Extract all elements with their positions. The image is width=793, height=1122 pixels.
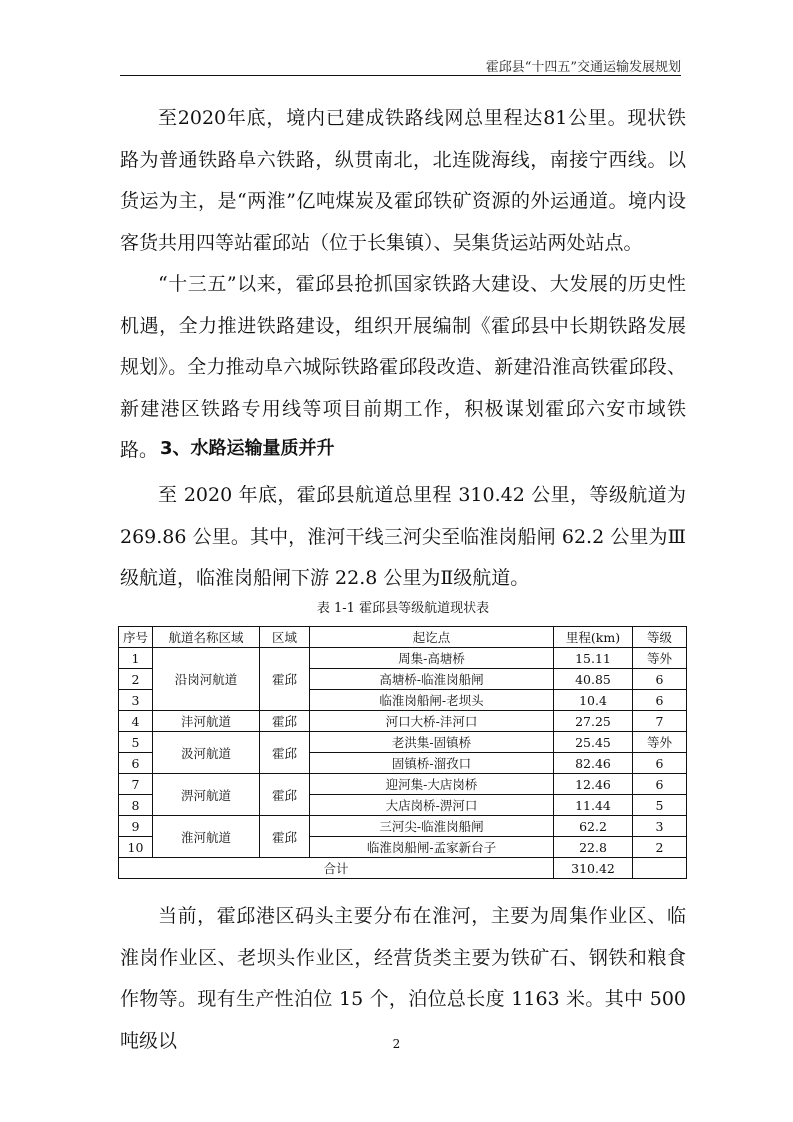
running-header: 霍邱县“十四五”交通运输发展规划: [485, 60, 681, 75]
cell-length: 62.2: [554, 816, 633, 837]
paragraph-text: 至 2020 年底，霍邱县航道总里程 310.42 公里，等级航道为 269.86 公里。其中，淮河干线三河尖至临淮岗船闸 62.2 公里为Ⅲ级航道，临淮岗船闸下游 22.8 公里为Ⅱ级航道。: [120, 484, 686, 589]
cell-channel: 沿岗河航道: [153, 648, 260, 711]
cell-channel: 汲河航道: [153, 732, 260, 774]
table-row: [119, 774, 687, 795]
page-number: 2: [392, 1037, 401, 1051]
cell-length: 11.44: [554, 795, 633, 816]
table-row: [119, 711, 687, 732]
cell-no: 7: [119, 774, 153, 795]
cell-channel: 沣河航道: [153, 711, 260, 732]
cell-length: 27.25: [554, 711, 633, 732]
cell-no: 5: [119, 732, 153, 753]
cell-no: 4: [119, 711, 153, 732]
cell-length: 40.85: [554, 669, 633, 690]
cell-channel: 淠河航道: [153, 774, 260, 816]
cell-grade: 2: [633, 837, 687, 858]
cell-segment: 河口大桥-沣河口: [310, 711, 554, 732]
cell-region: 霍邱: [260, 774, 310, 816]
cell-grade: 等外: [633, 648, 687, 669]
cell-length: 12.46: [554, 774, 633, 795]
cell-region: 霍邱: [260, 732, 310, 774]
cell-segment: 迎河集-大店岗桥: [310, 774, 554, 795]
cell-no: 10: [119, 837, 153, 858]
header-grade: 等级: [633, 627, 687, 648]
cell-no: 9: [119, 816, 153, 837]
table-row: [119, 816, 687, 837]
paragraph-text: “十三五”以来，霍邱县抢抓国家铁路大建设、大发展的历史性机遇，全力推进铁路建设，组织开展编制《霍邱县中长期铁路发展规划》。全力推动阜六城际铁路霍邱段改造、新建沿淮高铁霍邱段、新建港区铁路专用线等项目前期工作，积极谋划霍邱六安市域铁路。: [120, 273, 686, 461]
cell-segment: 老洪集-固镇桥: [310, 732, 554, 753]
cell-segment: 周集-高塘桥: [310, 648, 554, 669]
cell-grade: 7: [633, 711, 687, 732]
cell-grade: 6: [633, 669, 687, 690]
cell-grade: 6: [633, 774, 687, 795]
cell-total-grade: [633, 858, 687, 879]
cell-total-length: 310.42: [554, 858, 633, 879]
paragraph-waterway-status: [120, 475, 686, 600]
paragraph-railway-status: [120, 98, 686, 264]
cell-length: 15.11: [554, 648, 633, 669]
header-divider: [120, 75, 681, 76]
header-segment: 起讫点: [310, 627, 554, 648]
cell-segment: 三河尖-临淮岗船闸: [310, 816, 554, 837]
cell-segment: 高塘桥-临淮岗船闸: [310, 669, 554, 690]
header-region: 区域: [260, 627, 310, 648]
table-row: [119, 648, 687, 669]
section-heading: 3、水路运输量质并升: [160, 438, 335, 459]
header-no: 序号: [119, 627, 153, 648]
cell-grade: 6: [633, 753, 687, 774]
table-header-row: [119, 627, 687, 648]
table-caption: 表 1-1 霍邱县等级航道现状表: [316, 601, 490, 616]
cell-segment: 临淮岗船闸-老坝头: [310, 690, 554, 711]
header-channel: 航道名称区域: [153, 627, 260, 648]
cell-region: 霍邱: [260, 648, 310, 711]
header-length: 里程(km): [554, 627, 633, 648]
cell-no: 3: [119, 690, 153, 711]
cell-length: 10.4: [554, 690, 633, 711]
cell-no: 8: [119, 795, 153, 816]
cell-grade: 6: [633, 690, 687, 711]
cell-total-label: 合计: [119, 858, 554, 879]
waterway-grade-table: [118, 626, 687, 879]
cell-segment: 固镇桥-溜孜口: [310, 753, 554, 774]
table-row: [119, 732, 687, 753]
paragraph-text: 至2020年底，境内已建成铁路线网总里程达81公里。现状铁路为普通铁路阜六铁路，纵贯南北，北连陇海线，南接宁西线。以货运为主，是“两淮”亿吨煤炭及霍邱铁矿资源的外运通道。境内设客货共用四等站霍邱站（位于长集镇）、吴集货运站两处站点。: [120, 107, 686, 254]
cell-grade: 3: [633, 816, 687, 837]
cell-length: 82.46: [554, 753, 633, 774]
cell-length: 25.45: [554, 732, 633, 753]
cell-no: 6: [119, 753, 153, 774]
cell-no: 1: [119, 648, 153, 669]
cell-no: 2: [119, 669, 153, 690]
cell-grade: 5: [633, 795, 687, 816]
cell-region: 霍邱: [260, 711, 310, 732]
cell-region: 霍邱: [260, 816, 310, 858]
cell-grade: 等外: [633, 732, 687, 753]
table-total-row: [119, 858, 687, 879]
cell-channel: 淮河航道: [153, 816, 260, 858]
paragraph-text: 当前，霍邱港区码头主要分布在淮河，主要为周集作业区、临淮岗作业区、老坝头作业区，经营货类主要为铁矿石、钢铁和粮食作物等。现有生产性泊位 15 个，泊位总长度 1163 米。其中 500 吨级以: [120, 905, 686, 1052]
cell-segment: 大店岗桥-淠河口: [310, 795, 554, 816]
cell-segment: 临淮岗船闸-孟家新台子: [310, 837, 554, 858]
cell-length: 22.8: [554, 837, 633, 858]
